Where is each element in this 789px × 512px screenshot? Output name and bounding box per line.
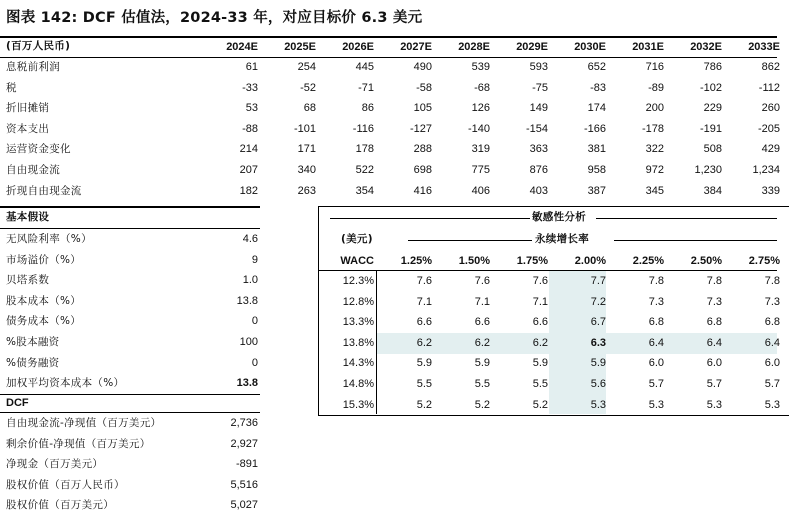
table-cell: 416 xyxy=(413,184,432,197)
sensitivity-cell: 6.0 xyxy=(706,357,722,370)
sensitivity-cell: 5.2 xyxy=(532,398,548,411)
sensitivity-title: 敏感性分析 xyxy=(532,211,586,223)
table-cell: -102 xyxy=(699,81,722,94)
sensitivity-cell: 5.9 xyxy=(590,357,606,370)
table-cell: -178 xyxy=(641,122,664,135)
table-cell: -88 xyxy=(242,122,258,135)
dcf-value: -891 xyxy=(235,458,258,471)
row-label: 自由现金流 xyxy=(6,164,60,176)
sensitivity-cell: 5.2 xyxy=(474,398,490,411)
table-cell: 182 xyxy=(239,184,258,197)
dcf-value: 2,927 xyxy=(230,437,258,450)
table-cell: 200 xyxy=(645,102,664,115)
sensitivity-cell: 5.3 xyxy=(590,398,606,411)
table-cell: -101 xyxy=(293,122,316,135)
table-cell: -154 xyxy=(525,122,548,135)
sensitivity-cell: 7.1 xyxy=(416,295,432,308)
dcf-value: 5,516 xyxy=(230,478,258,491)
assumptions-header: 基本假设 xyxy=(6,211,50,223)
sensitivity-cell: 6.0 xyxy=(764,357,780,370)
sensitivity-cell: 7.6 xyxy=(416,275,432,287)
assumption-label: 债务成本（%） xyxy=(6,315,82,328)
table-cell: 972 xyxy=(645,164,664,176)
sensitivity-cell: 5.9 xyxy=(416,357,432,370)
growth-rate-header: 1.75% xyxy=(516,255,548,267)
table-cell: -33 xyxy=(242,81,258,94)
table-cell: 403 xyxy=(529,184,548,197)
assumption-label: 股本成本（%） xyxy=(6,294,82,307)
table-cell: 207 xyxy=(239,164,258,176)
table-cell: 429 xyxy=(761,143,780,156)
table-cell: 105 xyxy=(413,102,432,115)
sensitivity-cell: 7.3 xyxy=(706,295,722,308)
table-cell: 61 xyxy=(245,61,258,73)
dcf-value: 2,736 xyxy=(230,417,258,429)
assumptions-top-rule xyxy=(0,206,260,208)
year-header: 2032E xyxy=(690,41,722,53)
wacc-value: 13.8% xyxy=(342,336,374,349)
dcf-label: 股权价值（百万美元） xyxy=(6,499,114,512)
dcf-label: 剩余价值-净现值（百万美元） xyxy=(6,437,151,450)
sensitivity-cell: 6.0 xyxy=(648,357,664,370)
row-label: 资本支出 xyxy=(6,122,50,135)
sensitivity-cell: 5.9 xyxy=(532,357,548,370)
sensitivity-cell: 6.8 xyxy=(764,316,780,329)
table-cell: -205 xyxy=(757,122,780,135)
sensitivity-unit: (美元) xyxy=(341,233,373,245)
year-header: 2033E xyxy=(748,41,780,53)
dcf-label: 自由现金流-净现值（百万美元） xyxy=(6,417,162,429)
dcf-header-rule xyxy=(0,412,260,413)
table-cell: -127 xyxy=(409,122,432,135)
growth-rule-left xyxy=(408,240,532,241)
sensitivity-cell: 6.4 xyxy=(764,336,780,349)
year-header: 2025E xyxy=(284,41,316,53)
assumption-value: 13.8 xyxy=(236,377,258,390)
assumption-value: 4.6 xyxy=(242,233,258,245)
table-cell: -58 xyxy=(416,81,432,94)
sensitivity-cell: 5.9 xyxy=(474,357,490,370)
assumption-value: 1.0 xyxy=(242,274,258,287)
sensitivity-cell: 7.6 xyxy=(474,275,490,287)
table-cell: 354 xyxy=(355,184,374,197)
assumption-label: %债务融资 xyxy=(6,356,60,369)
growth-rate-header: 2.00% xyxy=(574,255,606,267)
table-cell: 539 xyxy=(471,61,490,73)
table-cell: 214 xyxy=(239,143,258,156)
sensitivity-cell: 5.7 xyxy=(648,378,664,390)
table-cell: 1,234 xyxy=(752,164,780,176)
sensitivity-cell: 6.2 xyxy=(474,336,490,349)
assumption-label: 市场溢价（%） xyxy=(6,253,82,266)
growth-rate-header: 2.50% xyxy=(690,255,722,267)
table-cell: 716 xyxy=(645,61,664,73)
row-label: 税 xyxy=(6,81,17,94)
page-title: 图表 142: DCF 估值法，2024-33 年，对应目标价 6.3 美元 xyxy=(6,10,423,26)
wacc-value: 13.3% xyxy=(342,316,374,329)
sensitivity-cell: 6.2 xyxy=(416,336,432,349)
assumption-label: 无风险利率（%） xyxy=(6,233,92,245)
wacc-value: 14.3% xyxy=(342,357,374,370)
unit-label: (百万人民币) xyxy=(6,40,71,52)
sensitivity-cell: 6.7 xyxy=(590,316,606,329)
sensitivity-cell: 6.4 xyxy=(648,336,664,349)
sensitivity-cell: 6.4 xyxy=(706,336,722,349)
table-cell: 387 xyxy=(587,184,606,197)
assumption-value: 9 xyxy=(251,253,258,266)
table-cell: -112 xyxy=(758,81,780,94)
table-cell: 68 xyxy=(303,102,316,115)
row-label: 折旧摊销 xyxy=(6,102,50,115)
table-cell: 319 xyxy=(471,143,490,156)
table-cell: 53 xyxy=(245,102,258,115)
sensitivity-cell: 5.3 xyxy=(706,398,722,411)
table-cell: -52 xyxy=(300,81,316,94)
table-cell: 260 xyxy=(761,102,780,115)
table-cell: 263 xyxy=(297,184,316,197)
sensitivity-cell: 5.2 xyxy=(416,398,432,411)
sensitivity-cell: 5.3 xyxy=(764,398,780,411)
table-cell: 178 xyxy=(355,143,374,156)
assumption-value: 100 xyxy=(239,336,258,348)
main-table-header-rule xyxy=(0,57,777,58)
table-cell: -71 xyxy=(358,81,374,94)
sensitivity-cell: 7.8 xyxy=(648,275,664,287)
sensitivity-cell: 5.3 xyxy=(648,398,664,411)
table-cell: 775 xyxy=(471,164,490,176)
sensitivity-cell: 5.5 xyxy=(532,378,548,390)
wacc-label: WACC xyxy=(340,255,374,267)
sensitivity-cell: 5.7 xyxy=(706,378,722,390)
table-cell: 786 xyxy=(703,61,722,73)
year-header: 2024E xyxy=(226,41,258,53)
table-cell: 149 xyxy=(529,102,548,115)
table-cell: 171 xyxy=(297,143,316,156)
dcf-label: 净现金（百万美元） xyxy=(6,458,104,471)
table-cell: -89 xyxy=(648,81,664,94)
dcf-top-rule xyxy=(0,394,260,395)
table-cell: 652 xyxy=(587,61,606,73)
year-header: 2029E xyxy=(516,41,548,53)
table-cell: 406 xyxy=(471,184,490,197)
table-cell: 381 xyxy=(587,143,606,156)
table-cell: -75 xyxy=(532,81,548,94)
table-cell: 126 xyxy=(471,102,490,115)
assumption-value: 13.8 xyxy=(236,294,258,307)
wacc-value: 12.3% xyxy=(342,275,374,287)
sensitivity-cell: 5.5 xyxy=(474,378,490,390)
table-cell: 876 xyxy=(529,164,548,176)
assumptions-header-rule xyxy=(0,228,260,229)
growth-rate-header: 2.25% xyxy=(632,255,664,267)
sensitivity-cell: 7.3 xyxy=(648,295,664,308)
table-cell: 698 xyxy=(413,164,432,176)
table-cell: 229 xyxy=(703,102,722,115)
sensitivity-cell: 6.6 xyxy=(416,316,432,329)
assumption-label: 贝塔系数 xyxy=(6,274,50,287)
wacc-value: 12.8% xyxy=(342,295,374,308)
table-cell: -116 xyxy=(352,122,374,135)
table-cell: 363 xyxy=(529,143,548,156)
year-header: 2027E xyxy=(400,41,432,53)
main-table-top-rule xyxy=(0,36,777,38)
wacc-value: 15.3% xyxy=(342,398,374,411)
table-cell: -140 xyxy=(467,122,490,135)
table-cell: 862 xyxy=(761,61,780,73)
table-cell: 340 xyxy=(297,164,316,176)
growth-rule-right xyxy=(614,240,777,241)
sens-header-rule xyxy=(319,270,777,271)
table-cell: -191 xyxy=(699,122,722,135)
sensitivity-cell: 6.2 xyxy=(532,336,548,349)
table-cell: 384 xyxy=(703,184,722,197)
sensitivity-cell: 6.6 xyxy=(532,316,548,329)
sensitivity-cell: 7.2 xyxy=(590,295,606,308)
table-cell: 1,230 xyxy=(694,164,722,176)
sensitivity-cell: 6.8 xyxy=(648,316,664,329)
assumption-value: 0 xyxy=(251,315,258,328)
sensitivity-cell: 7.8 xyxy=(764,275,780,287)
dcf-value: 5,027 xyxy=(230,499,258,512)
table-cell: 339 xyxy=(761,184,780,197)
year-header: 2031E xyxy=(632,41,664,53)
table-cell: 174 xyxy=(587,102,606,115)
table-cell: 254 xyxy=(297,61,316,73)
assumption-label: %股本融资 xyxy=(6,336,60,348)
table-cell: 288 xyxy=(413,143,432,156)
sensitivity-cell: 7.1 xyxy=(532,295,548,308)
sensitivity-cell: 7.3 xyxy=(764,295,780,308)
row-label: 运营资金变化 xyxy=(6,143,71,156)
assumption-value: 0 xyxy=(251,356,258,369)
sensitivity-cell: 6.6 xyxy=(474,316,490,329)
sens-title-rule-right xyxy=(596,218,777,219)
sensitivity-cell: 7.6 xyxy=(532,275,548,287)
sensitivity-cell: 7.1 xyxy=(474,295,490,308)
growth-rate-header: 2.75% xyxy=(748,255,780,267)
table-cell: 490 xyxy=(413,61,432,73)
growth-label: 永续增长率 xyxy=(535,233,589,245)
table-cell: 86 xyxy=(361,102,374,115)
table-cell: -83 xyxy=(590,81,606,94)
growth-rate-header: 1.50% xyxy=(458,255,490,267)
sens-title-rule-left xyxy=(330,218,530,219)
year-header: 2030E xyxy=(574,41,606,53)
table-cell: 508 xyxy=(703,143,722,156)
table-cell: 593 xyxy=(529,61,548,73)
table-cell: 322 xyxy=(645,143,664,156)
year-header: 2026E xyxy=(342,41,374,53)
dcf-label: 股权价值（百万人民币） xyxy=(6,478,125,491)
assumption-label: 加权平均资本成本（%） xyxy=(6,377,125,390)
sensitivity-cell: 5.6 xyxy=(590,378,606,390)
sensitivity-cell: 5.7 xyxy=(764,378,780,390)
sensitivity-cell: 7.7 xyxy=(590,275,606,287)
table-cell: 345 xyxy=(645,184,664,197)
sensitivity-cell: 6.3 xyxy=(590,336,606,349)
growth-rate-header: 1.25% xyxy=(400,255,432,267)
table-cell: -166 xyxy=(583,122,606,135)
table-cell: -68 xyxy=(474,81,490,94)
row-label: 息税前利润 xyxy=(6,61,60,73)
sensitivity-cell: 7.8 xyxy=(706,275,722,287)
table-cell: 958 xyxy=(587,164,606,176)
wacc-value: 14.8% xyxy=(342,378,374,390)
table-cell: 522 xyxy=(355,164,374,176)
row-label: 折现自由现金流 xyxy=(6,184,82,197)
wacc-divider xyxy=(376,270,377,414)
sensitivity-cell: 5.5 xyxy=(416,378,432,390)
dcf-header: DCF xyxy=(6,397,29,409)
sensitivity-cell: 6.8 xyxy=(706,316,722,329)
table-cell: 445 xyxy=(355,61,374,73)
year-header: 2028E xyxy=(458,41,490,53)
